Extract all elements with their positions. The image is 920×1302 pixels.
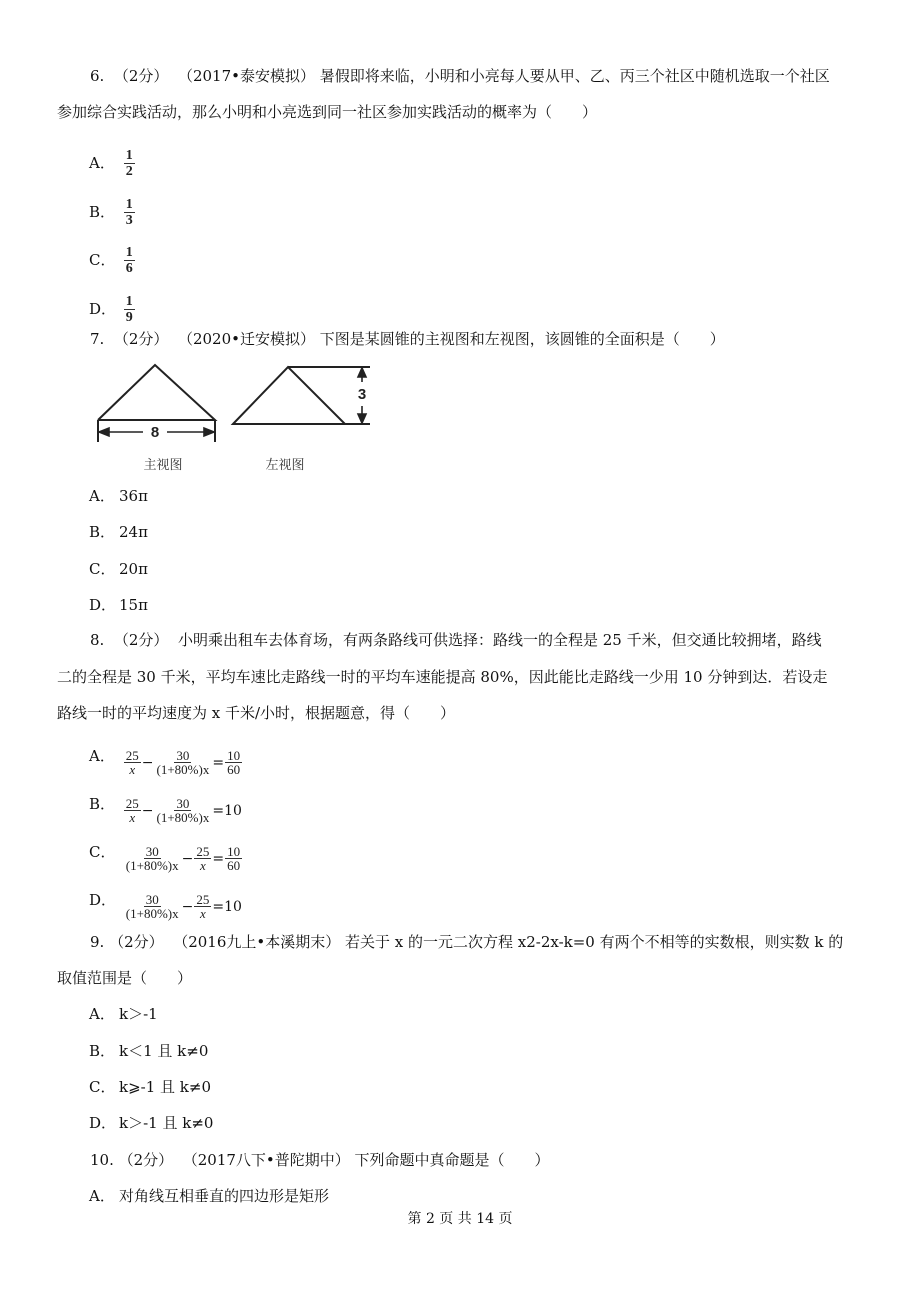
option-label: A． bbox=[89, 747, 115, 765]
fraction: $\frac{30}{(1+80\%)x}$ bbox=[156, 748, 210, 777]
question-score: （2分） bbox=[113, 330, 169, 348]
option-text: k＜1 且 k≠0 bbox=[119, 1042, 209, 1060]
question-7-line1 bbox=[90, 329, 725, 349]
equation: $\frac{30}{(1+80\%)x}$ − $\frac{25}{x}$ = $\frac{10}{60}$ bbox=[125, 844, 241, 873]
option-label: B． bbox=[89, 523, 116, 541]
question-6-line1 bbox=[90, 66, 830, 86]
question-10-line1 bbox=[90, 1150, 550, 1170]
fraction: $\frac{25}{x}$ bbox=[125, 748, 139, 777]
q7-option-c[interactable] bbox=[89, 559, 148, 579]
question-source: （2020•迁安模拟） bbox=[177, 330, 315, 348]
fraction: $\frac{30}{(1+80\%)x}$ bbox=[156, 796, 210, 825]
fraction: $\frac{25}{x}$ bbox=[196, 892, 210, 921]
option-label: C． bbox=[89, 843, 116, 861]
question-score: （2分） bbox=[113, 631, 169, 649]
option-label: C． bbox=[89, 250, 116, 269]
question-text: 下图是某圆锥的主视图和左视图，该圆锥的全面积是（ ） bbox=[319, 330, 725, 348]
question-text: 下列命题中真命题是（ ） bbox=[354, 1151, 550, 1169]
q6-option-b[interactable] bbox=[89, 197, 135, 228]
fraction: $\frac{1}{9}$ bbox=[125, 294, 133, 325]
equation: $\frac{25}{x}$ − $\frac{30}{(1+80\%)x}$ = $\frac{10}{60}$ bbox=[125, 748, 241, 777]
front-view-label: 主视图 bbox=[143, 458, 183, 473]
option-text: 36π bbox=[119, 487, 148, 505]
fraction: $\frac{30}{(1+80\%)x}$ bbox=[125, 892, 179, 921]
option-text: k＞-1 bbox=[119, 1005, 158, 1023]
option-text: 20π bbox=[119, 560, 148, 578]
q9-option-b[interactable] bbox=[89, 1041, 208, 1061]
option-text: k＞-1 且 k≠0 bbox=[119, 1114, 214, 1132]
q9-option-d[interactable] bbox=[89, 1113, 213, 1133]
q8-option-b[interactable] bbox=[89, 793, 243, 824]
cone-views-figure bbox=[95, 362, 370, 477]
question-8-line1 bbox=[90, 630, 822, 650]
question-score: （2分） bbox=[109, 933, 164, 951]
question-6-line2: 参加综合实践活动，那么小明和小亮选到同一社区参加实践活动的概率为（ ） bbox=[57, 103, 598, 121]
option-label: C． bbox=[89, 560, 116, 578]
option-label: A． bbox=[89, 1005, 115, 1023]
option-label: D． bbox=[89, 1114, 117, 1132]
fraction: $\frac{10}{60}$ bbox=[227, 748, 241, 777]
q6-option-c[interactable] bbox=[89, 245, 135, 276]
option-text: 15π bbox=[119, 596, 148, 614]
question-source: （2016九上•本溪期末） bbox=[173, 933, 341, 951]
q7-option-b[interactable] bbox=[89, 522, 148, 542]
fraction: $\frac{10}{60}$ bbox=[227, 844, 241, 873]
option-label: A． bbox=[89, 1187, 115, 1205]
q6-option-d[interactable] bbox=[89, 294, 135, 325]
q9-option-c[interactable] bbox=[89, 1077, 211, 1097]
option-text: 对角线互相垂直的四边形是矩形 bbox=[119, 1187, 330, 1205]
question-source: （2017八下•普陀期中） bbox=[182, 1151, 350, 1169]
left-view-triangle bbox=[233, 367, 370, 424]
fraction: $\frac{30}{(1+80\%)x}$ bbox=[125, 844, 179, 873]
option-label: B． bbox=[89, 1042, 116, 1060]
fraction: $\frac{25}{x}$ bbox=[196, 844, 210, 873]
question-9-line2: 取值范围是（ ） bbox=[57, 969, 193, 987]
question-number: 6. bbox=[90, 67, 105, 85]
q8-option-c[interactable] bbox=[89, 841, 242, 872]
option-label: D． bbox=[89, 299, 117, 318]
equation: $\frac{30}{(1+80\%)x}$ − $\frac{25}{x}$ =10 bbox=[125, 892, 242, 921]
option-label: D． bbox=[89, 891, 117, 909]
question-8-line3: 路线一时的平均速度为 x 千米/小时，根据题意，得（ ） bbox=[57, 704, 456, 722]
q7-option-a[interactable] bbox=[89, 486, 148, 506]
left-view-label: 左视图 bbox=[265, 458, 305, 473]
height-label: 3 bbox=[357, 386, 367, 403]
question-source: （2017•泰安模拟） bbox=[177, 67, 315, 85]
option-label: A． bbox=[89, 153, 115, 172]
fraction: $\frac{1}{3}$ bbox=[125, 197, 133, 228]
fraction: $\frac{1}{6}$ bbox=[125, 245, 133, 276]
question-text: 小明乘出租车去体育场，有两条路线可供选择：路线一的全程是 25 千米，但交通比较拥堵，路线 bbox=[177, 631, 822, 649]
question-9-line1 bbox=[90, 932, 843, 952]
question-number: 9. bbox=[90, 933, 105, 951]
option-text: 24π bbox=[119, 523, 148, 541]
equation: $\frac{25}{x}$ − $\frac{30}{(1+80\%)x}$ =10 bbox=[125, 796, 242, 825]
q7-option-d[interactable] bbox=[89, 595, 148, 615]
question-number: 8. bbox=[90, 631, 105, 649]
question-8-line2: 二的全程是 30 千米，平均车速比走路线一时的平均车速能提高 80%，因此能比走路线一少用 10 分钟到达．若设走 bbox=[57, 668, 828, 686]
option-label: B． bbox=[89, 795, 116, 813]
q10-option-a[interactable] bbox=[89, 1186, 329, 1206]
question-number: 7. bbox=[90, 330, 105, 348]
fraction: $\frac{1}{2}$ bbox=[125, 148, 133, 179]
question-score: （2分） bbox=[113, 67, 169, 85]
question-number: 10. bbox=[90, 1151, 114, 1169]
option-label: D． bbox=[89, 596, 117, 614]
question-text: 若关于 x 的一元二次方程 x2-2x-k=0 有两个不相等的实数根，则实数 k 的 bbox=[345, 933, 844, 951]
q9-option-a[interactable] bbox=[89, 1004, 158, 1024]
option-label: B． bbox=[89, 202, 116, 221]
q8-option-a[interactable] bbox=[89, 745, 242, 776]
question-score: （2分） bbox=[118, 1151, 174, 1169]
page-footer: 第 2 页 共 14 页 bbox=[407, 1211, 513, 1227]
question-text: 暑假即将来临，小明和小亮每人要从甲、乙、丙三个社区中随机选取一个社区 bbox=[319, 67, 830, 85]
fraction: $\frac{25}{x}$ bbox=[125, 796, 139, 825]
q6-option-a[interactable] bbox=[89, 148, 135, 179]
option-text: k⩾-1 且 k≠0 bbox=[119, 1078, 212, 1096]
option-label: A． bbox=[89, 487, 115, 505]
width-label: 8 bbox=[150, 424, 160, 441]
q8-option-d[interactable] bbox=[89, 889, 243, 920]
option-label: C． bbox=[89, 1078, 116, 1096]
